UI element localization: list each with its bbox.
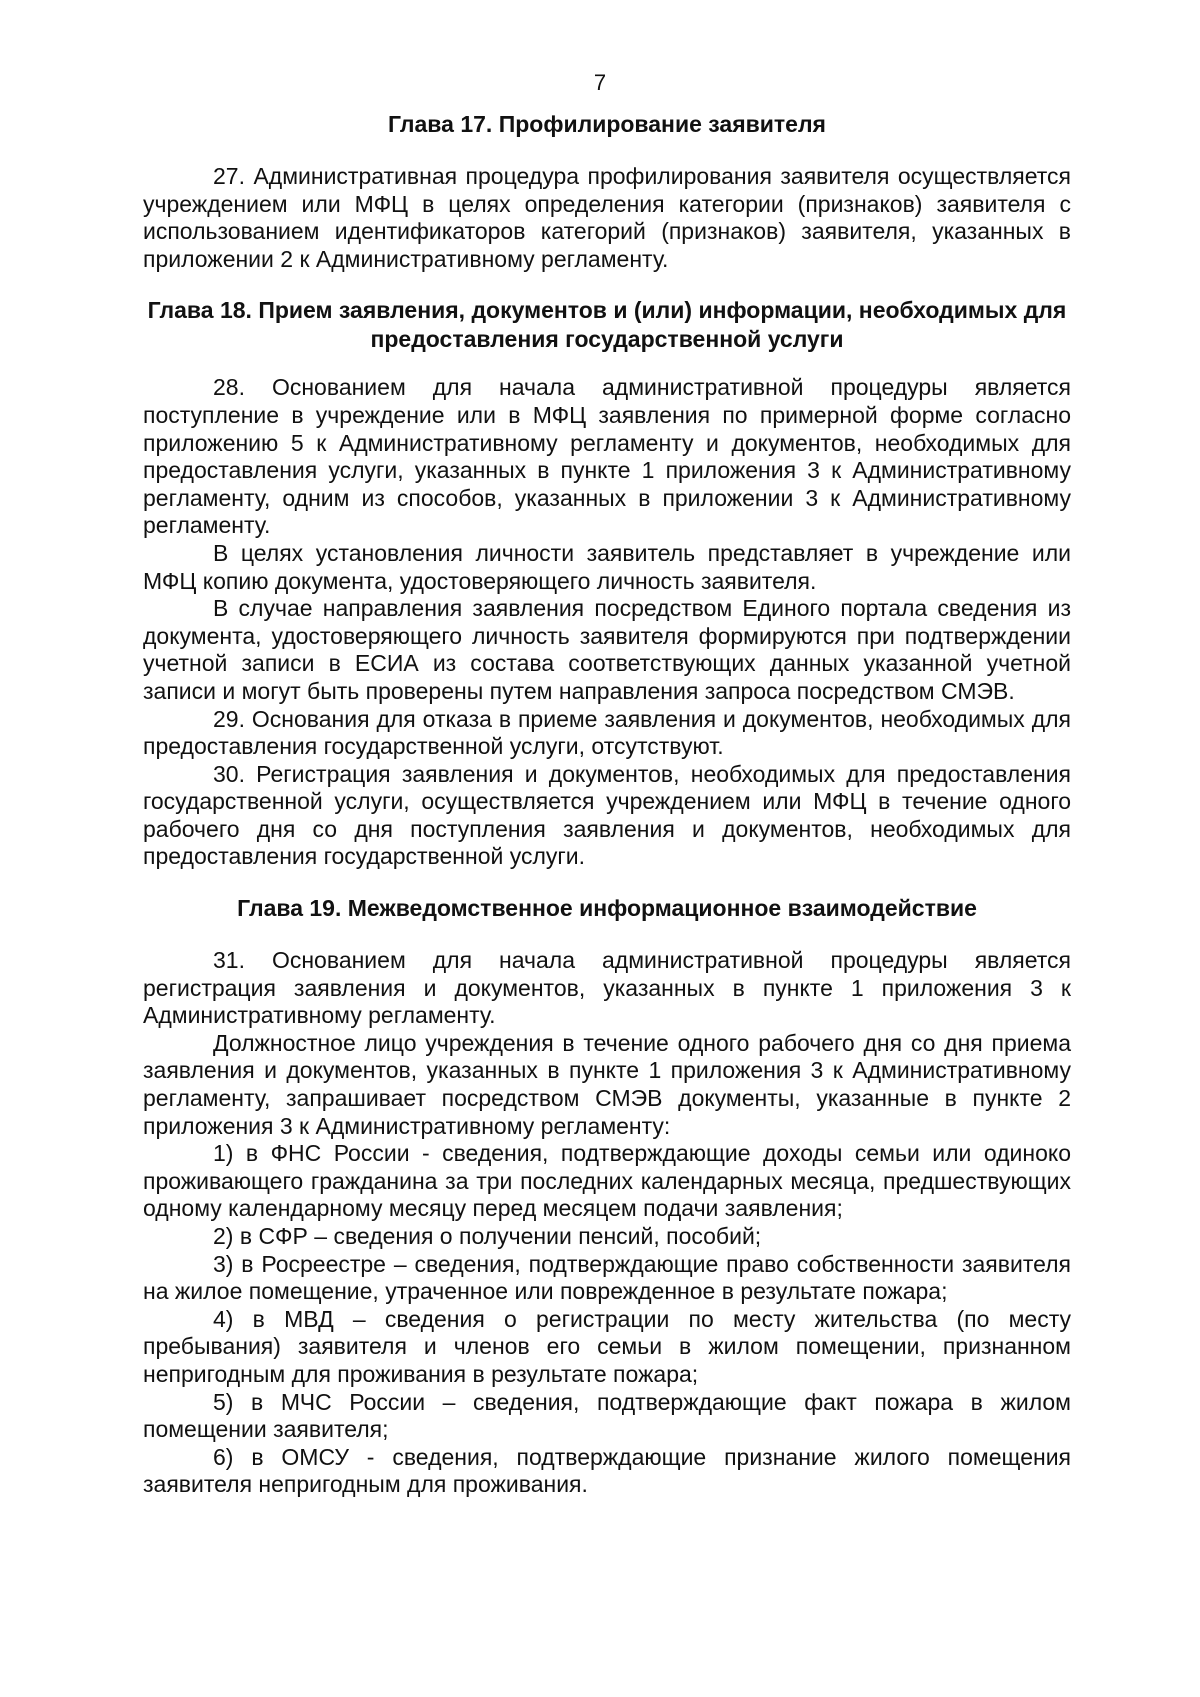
paragraph-28: 28. Основанием для начала административной процедуры является поступление в учреждение или в МФЦ заявления по примерной форме согласно приложению 5 к Административному регламенту и документов, необходимых для предоставления услуги, указанных в пункте 1 приложения 3 к Административному регламенту, одним из способов, указанных в приложении 3 к Административному регламенту. [143, 374, 1071, 539]
paragraph-27: 27. Административная процедура профилирования заявителя осуществляется учреждением или МФЦ в целях определения категории (признаков) заявителя с использованием идентификаторов категорий (признаков) заявителя, указанных в приложении 2 к Административному регламенту. [143, 163, 1071, 272]
page-number: 7 [593, 70, 607, 95]
list-item-4: 4) в МВД – сведения о регистрации по месту жительства (по месту пребывания) заявителя и членов его семьи в жилом помещении, признанном непригодным для проживания в результате пожара; [143, 1305, 1071, 1387]
document-body [143, 110, 1071, 1499]
list-item-1: 1) в ФНС России - сведения, подтверждающие доходы семьи или одиноко проживающего гражданина за три последних календарных месяца, предшествующих одному календарному месяцу перед месяцем подачи заявления; [143, 1140, 1071, 1222]
paragraph-31: 31. Основанием для начала административной процедуры является регистрация заявления и документов, указанных в пункте 1 приложения 3 к Административному регламенту. [143, 947, 1071, 1029]
paragraph-official: Должностное лицо учреждения в течение одного рабочего дня со дня приема заявления и документов, указанных в пункте 1 приложения 3 к Административному регламенту, запрашивает посредством СМЭВ документы, указанные в пункте 2 приложения 3 к Административному регламенту: [143, 1029, 1071, 1139]
paragraph-identity: В целях установления личности заявитель представляет в учреждение или МФЦ копию документа, удостоверяющего личность заявителя. [143, 539, 1071, 594]
paragraph-portal: В случае направления заявления посредством Единого портала сведения из документа, удостоверяющего личность заявителя формируются при подтверждении учетной записи в ЕСИА из состава соответствующих данных указанной учетной записи и могут быть проверены путем направления запроса посредством СМЭВ. [143, 595, 1071, 704]
chapter-19-heading: Глава 19. Межведомственное информационное взаимодействие [237, 895, 977, 922]
paragraph-29: 29. Основания для отказа в приеме заявления и документов, необходимых для предоставления государственной услуги, отсутствуют. [143, 705, 1071, 760]
chapter-17-heading: Глава 17. Профилирование заявителя [388, 111, 826, 137]
list-item-6: 6) в ОМСУ - сведения, подтверждающие признание жилого помещения заявителя непригодным для проживания. [143, 1443, 1071, 1498]
list-item-5: 5) в МЧС России – сведения, подтверждающие факт пожара в жилом помещении заявителя; [143, 1388, 1071, 1443]
list-item-2: 2) в СФР – сведения о получении пенсий, пособий; [213, 1223, 762, 1249]
paragraph-30: 30. Регистрация заявления и документов, необходимых для предоставления государственной услуги, осуществляется учреждением или МФЦ в течение одного рабочего дня со дня поступления заявления и документов, необходимых для предоставления государственной услуги. [143, 760, 1071, 870]
chapter-18-heading: Глава 18. Прием заявления, документов и (или) информации, необходимых для предоставления государственной услуги [147, 297, 1067, 353]
list-item-3: 3) в Росреестре – сведения, подтверждающие право собственности заявителя на жилое помещение, утраченное или поврежденное в результате пожара; [143, 1250, 1071, 1305]
